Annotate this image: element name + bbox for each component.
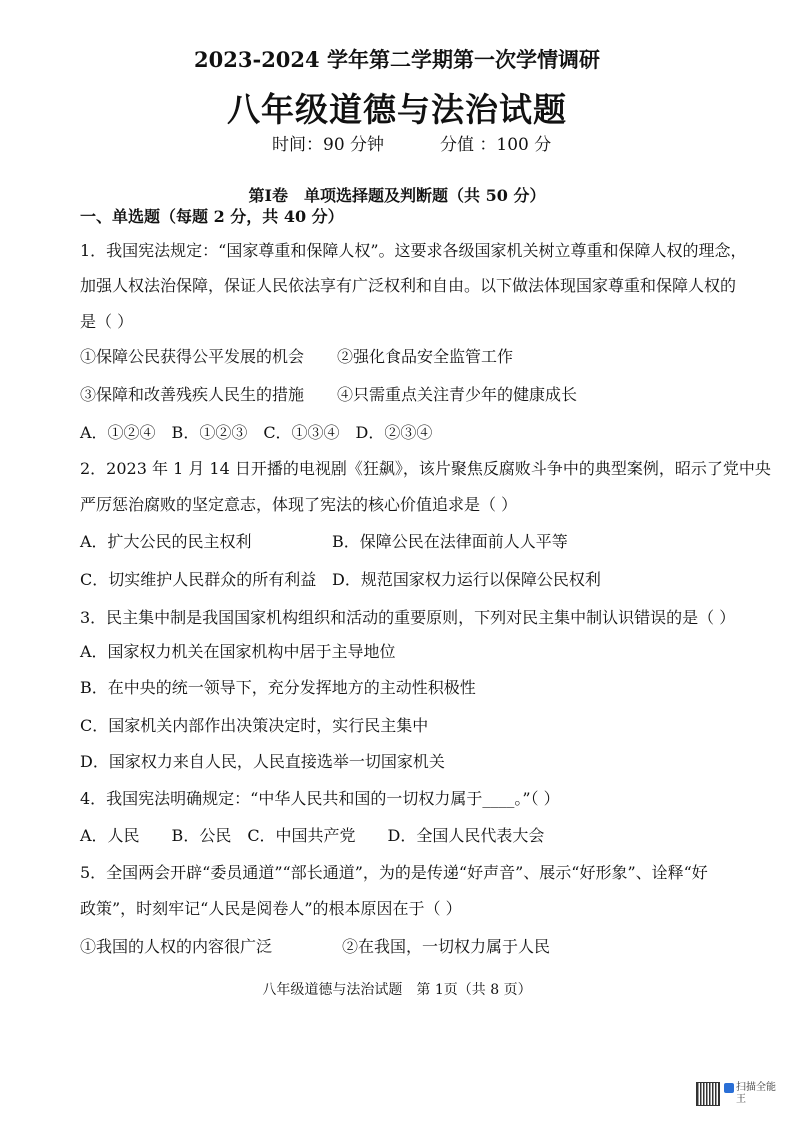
q1-option2: ②强化食品安全监管工作 — [337, 347, 514, 366]
q1-option3: ③保障和改善残疾人民生的措施 — [80, 385, 305, 404]
q3-option-a: A．国家权力机关在国家机构中居于主导地位 — [80, 642, 396, 661]
exam-time: 时间：90 分钟 — [272, 135, 385, 155]
part-heading: 一、单选题（每题 2 分，共 40 分） — [80, 207, 344, 226]
q5-option1: ①我国的人权的内容很广泛 — [80, 937, 273, 956]
q2-option-c: C．切实维护人民群众的所有利益 — [80, 570, 317, 589]
q1-option4: ④只需重点关注青少年的健康成长 — [337, 385, 578, 404]
q2-option-b: B．保障公民在法律面前人人平等 — [332, 532, 568, 551]
q5-option2: ②在我国，一切权力属于人民 — [342, 937, 551, 956]
scanner-watermark — [696, 1082, 780, 1108]
q4-choices: A．人民 B．公民 C．中国共产党 D．全国人民代表大会 — [80, 826, 545, 845]
scanner-brand: 扫描全能王 — [736, 1082, 776, 1105]
q3-option-b: B．在中央的统一领导下，充分发挥地方的主动性积极性 — [80, 678, 476, 697]
q2-option-d: D．规范国家权力运行以保障公民权利 — [332, 570, 601, 589]
q5-line1: 5．全国两会开辟“委员通道”“部长通道”，为的是传递“好声音”、展示“好形象”、诠释“好 — [80, 863, 708, 882]
q1-line2: 加强人权法治保障，保证人民依法享有广泛权利和自由。以下做法体现国家尊重和保障人权的 — [80, 276, 737, 295]
q3-option-d: D．国家权力来自人民，人民直接选举一切国家机关 — [80, 752, 445, 771]
q2-option-a: A．扩大公民的民主权利 — [80, 532, 252, 551]
q3-option-c: C．国家机关内部作出决策决定时，实行民主集中 — [80, 716, 429, 735]
q1-line1: 1．我国宪法规定：“国家尊重和保障人权”。这要求各级国家机关树立尊重和保障人权的理念， — [80, 241, 747, 260]
q5-line2: 政策”，时刻牢记“人民是阅卷人”的根本原因在于（ ） — [80, 899, 462, 918]
q3-line1: 3．民主集中制是我国国家机构组织和活动的重要原则，下列对民主集中制认识错误的是（ ） — [80, 608, 736, 627]
page-footer: 八年级道德与法治试题 第 1页（共 8 页） — [262, 982, 532, 998]
q1-line3: 是（ ） — [80, 312, 134, 331]
exam-title: 八年级道德与法治试题 — [227, 90, 567, 129]
q2-line1: 2．2023 年 1 月 14 日开播的电视剧《狂飙》，该片聚焦反腐败斗争中的典型案例，昭示了党中央 — [80, 459, 771, 478]
q4-line1: 4．我国宪法明确规定：“中华人民共和国的一切权力属于____。”（ ） — [80, 789, 560, 808]
exam-subtitle: 2023-2024 学年第二学期第一次学情调研 — [194, 47, 600, 72]
exam-score: 分值 ：100 分 — [440, 135, 552, 155]
q1-option1: ①保障公民获得公平发展的机会 — [80, 347, 305, 366]
scanner-logo-icon — [724, 1083, 734, 1093]
section-heading: 第Ⅰ卷 单项选择题及判断题（共 50 分） — [248, 186, 546, 205]
qr-code-icon — [696, 1082, 720, 1106]
q1-choices: A．①②④ B．①②③ C．①③④ D．②③④ — [80, 423, 433, 442]
q2-line2: 严厉惩治腐败的坚定意志，体现了宪法的核心价值追求是（ ） — [80, 495, 518, 514]
